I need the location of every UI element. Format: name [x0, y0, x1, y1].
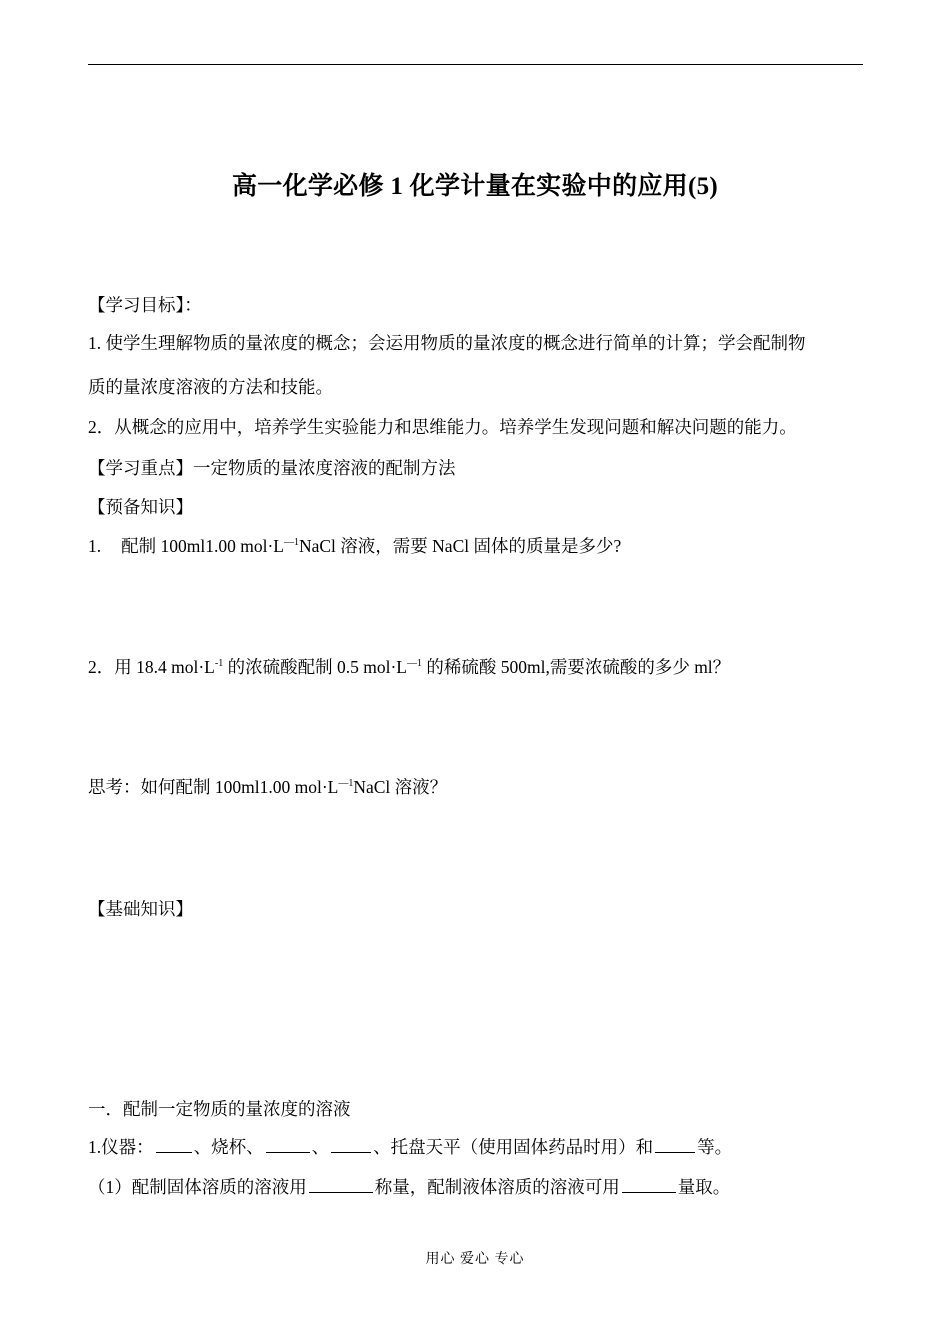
instruments-prefix: 1.仪器：: [88, 1137, 154, 1157]
objective-1-line-a: 1. 使学生理解物质的量浓度的概念；会运用物质的量浓度的概念进行简单的计算；学会配制物: [88, 333, 806, 353]
blank-5[interactable]: [309, 1176, 373, 1193]
question-1-text-b: NaCl 溶液，需要 NaCl 固体的质量是多少?: [298, 536, 622, 556]
blank-6[interactable]: [622, 1176, 676, 1193]
think-question: [88, 774, 447, 799]
header-rule: [88, 64, 863, 65]
measure-text-c: 量取。: [677, 1177, 731, 1197]
think-superscript: —1: [338, 778, 354, 790]
question-1-text-a: 配制 100ml1.00 mol·L: [121, 536, 284, 556]
instruments-sep-1: 、烧杯、: [193, 1137, 264, 1157]
instruments-sep-3: 、托盘天平（使用固体药品时用）和: [373, 1137, 654, 1157]
instruments-sep-2: 、: [311, 1137, 330, 1157]
question-2-text-a: 2．用 18.4 mol·L: [88, 657, 215, 677]
question-2-text-c: 的稀硫酸 500ml,需要浓硫酸的多少 ml？: [421, 657, 731, 677]
section-1-heading: 一．配制一定物质的量浓度的溶液: [88, 1099, 351, 1119]
instruments-suffix: 等。: [697, 1137, 733, 1157]
blank-1[interactable]: [156, 1136, 192, 1153]
objectives-heading: 【学习目标】：: [88, 295, 202, 315]
key-point: 【学习重点】一定物质的量浓度溶液的配制方法: [88, 458, 456, 478]
blank-2[interactable]: [266, 1136, 310, 1153]
objective-1-line-b: 质的量浓度溶液的方法和技能。: [88, 377, 333, 397]
objective-2: 2．从概念的应用中，培养学生实验能力和思维能力。培养学生发现问题和解决问题的能力。: [88, 417, 797, 437]
question-1: [88, 533, 621, 558]
question-1-number: 1.: [88, 536, 102, 556]
question-2-superscript-1: -1: [214, 658, 224, 670]
think-text-a: 思考：如何配制 100ml1.00 mol·L: [88, 777, 339, 797]
blank-3[interactable]: [331, 1136, 371, 1153]
basic-heading: 【基础知识】: [88, 899, 193, 919]
instruments-line: [88, 1134, 732, 1159]
question-2: [88, 654, 730, 679]
measure-line: [88, 1174, 730, 1199]
question-2-superscript-2: —1: [406, 658, 422, 670]
measure-text-b: 称量，配制液体溶质的溶液可用: [374, 1177, 620, 1197]
document-title: 高一化学必修 1 化学计量在实验中的应用(5): [231, 173, 719, 200]
question-2-text-b: 的浓硫酸配制 0.5 mol·L: [223, 657, 407, 677]
question-1-superscript: —1: [283, 537, 299, 549]
measure-text-a: （1）配制固体溶质的溶液用: [88, 1177, 307, 1197]
page-footer: 用心 爱心 专心: [425, 1252, 525, 1267]
blank-4[interactable]: [655, 1136, 695, 1153]
prep-heading: 【预备知识】: [88, 497, 193, 517]
think-text-b: NaCl 溶液？: [353, 777, 448, 797]
